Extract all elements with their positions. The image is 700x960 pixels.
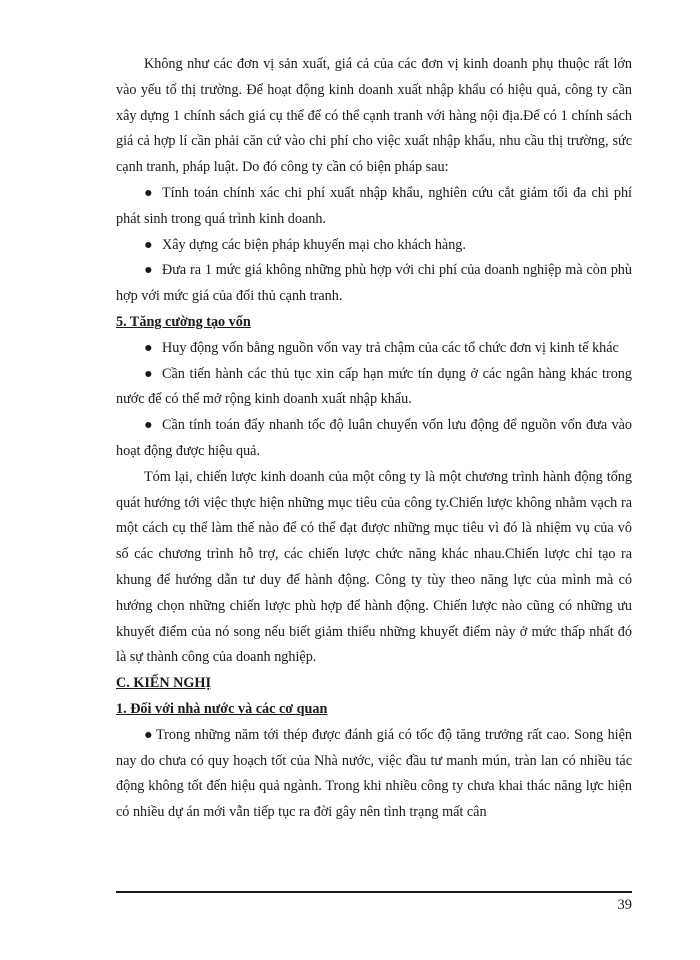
bullet-item <box>116 258 632 310</box>
bullet-dot-icon: ● <box>144 339 153 356</box>
bullet-item <box>116 723 632 826</box>
bullet-text: Cần tiến hành các thủ tục xin cấp hạn mức tín dụng ở các ngân hàng khác trong nước để có thể mở rộng kinh doanh xuất nhập khẩu. <box>116 365 632 408</box>
bullet-item <box>116 413 632 465</box>
bullet-item <box>116 181 632 233</box>
page-content <box>116 52 632 826</box>
bullet-text: Huy động vốn bằng nguồn vốn vay trả chậm của các tổ chức đơn vị kinh tế khác <box>162 339 619 356</box>
bullet-text: Cần tính toán đẩy nhanh tốc độ luân chuyển vốn lưu động để nguồn vốn đưa vào hoạt động được hiệu quả. <box>116 417 632 459</box>
bullet-text: Xây dựng các biện pháp khuyến mại cho khách hàng. <box>162 236 466 253</box>
subsection-heading-c1: 1. Đối với nhà nước và các cơ quan <box>116 700 328 717</box>
bullet-dot-icon: ● <box>144 726 153 743</box>
bullet-item <box>116 336 632 362</box>
bullet-dot-icon: ● <box>144 184 153 201</box>
bullet-dot-icon: ● <box>144 262 153 279</box>
bullet-text: Đưa ra 1 mức giá không những phù hợp với chi phí của doanh nghiệp mà còn phù hợp với mức giá của đối thủ cạnh tranh. <box>116 262 632 305</box>
bullet-dot-icon: ● <box>144 236 153 253</box>
bullet-item <box>116 233 632 259</box>
bullet-text: Trong những năm tới thép được đánh giá có tốc độ tăng trưởng rất cao. Song hiện nay do chưa có quy hoạch tốt của Nhà nước, việc đầu tư manh mún, tràn lan có nhiều tác động không tốt đến hiệu quả ngành. Trong khi nhiều công ty chưa khai thác năng lực hiện có nhiều dự án mới vẫn tiếp tục ra đời gây nên tình trạng mất cân <box>116 726 632 821</box>
footer-divider <box>116 891 632 893</box>
section-heading-5: 5. Tăng cường tạo vốn <box>116 313 251 330</box>
bullet-dot-icon: ● <box>144 417 153 434</box>
section-heading-c: C. KIẾN NGHỊ <box>116 675 211 692</box>
page-number: 39 <box>617 897 632 913</box>
bullet-text: Tính toán chính xác chi phí xuất nhập khẩu, nghiên cứu cắt giảm tối đa chi phí phát sinh trong quá trình kinh doanh. <box>116 184 632 227</box>
paragraph-summary: Tóm lại, chiến lược kinh doanh của một công ty là một chương trình hành động tổng quát hướng tới việc thực hiện những mục tiêu của công ty.Chiến lược không nhằm vạch ra một cách cụ thể làm thế nào để có thể đạt được những mục tiêu vì đó là nhiệm vụ của vô số các chương trình hỗ trợ, các chiến lược chức năng khác nhau.Chiến lược chỉ tạo ra khung để hướng dẫn tư duy để hành động. Công ty tùy theo năng lực của mình mà có hướng chọn những chiến lược phù hợp để hành động. Chiến lược nào cũng có những ưu khuyết điểm của nó song nếu biết giảm thiểu những khuyết điểm này ở mức thấp nhất đó là sự thành công của doanh nghiệp. <box>116 468 632 666</box>
paragraph-pricing-policy: Không như các đơn vị sản xuất, giá cả của các đơn vị kinh doanh phụ thuộc rất lớn vào yếu tố thị trường. Để hoạt động kinh doanh xuất nhập khẩu có hiệu quả, công ty cần xây dựng 1 chính sách giá cụ thể để có thể cạnh tranh với hàng nội địa.Để có 1 chính sách giá cả hợp lí cần phải căn cứ vào chi phí cho việc xuất nhập khẩu, nhu cầu thị trường, sức cạnh tranh, pháp luật. Do đó công ty cần có biện pháp sau: <box>116 56 632 176</box>
bullet-dot-icon: ● <box>144 365 153 382</box>
bullet-item <box>116 362 632 414</box>
